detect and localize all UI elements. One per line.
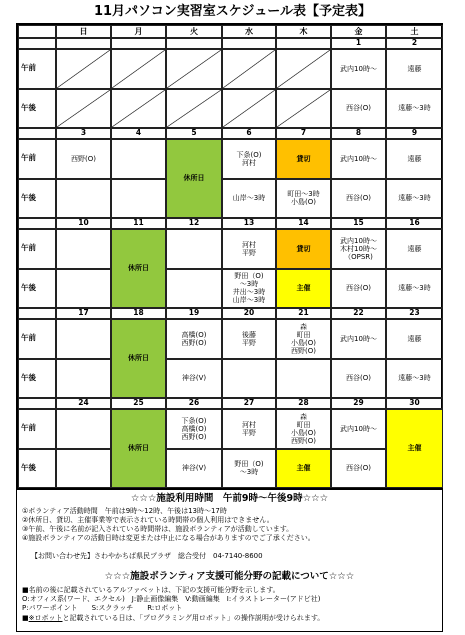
am-slot: 後藤 平野: [222, 319, 276, 359]
closed-day-cell: 休所日: [166, 139, 222, 218]
pm-slot: [56, 359, 111, 399]
empty-pm-cell: [111, 89, 166, 129]
day-number: 17: [56, 308, 111, 319]
weekday-header: 金: [331, 25, 386, 38]
day-number: 8: [331, 128, 386, 139]
pm-slot: [56, 449, 111, 489]
page-title: 11月パソコン実習室スケジュール表【予定表】: [93, 4, 372, 19]
am-slot: 武内10時～: [331, 49, 386, 89]
day-number: 30: [386, 398, 443, 409]
am-slot: 河村 平野: [222, 229, 276, 269]
weekday-header: 月: [111, 25, 166, 38]
am-slot: [56, 409, 111, 449]
closed-day-cell: 休所日: [111, 229, 166, 308]
day-number: 28: [276, 398, 331, 409]
pm-slot: 主催: [276, 449, 331, 489]
am-slot: 河村 平野: [222, 409, 276, 449]
day-number: 25: [111, 398, 166, 409]
legend-line-1: ■名前の後に記載されているアルファベットは、下記の支援可能分野を示します。: [22, 586, 280, 594]
note-3: ③午前、午後に名前が記入されている時間帯は、施設ボランティアが活動しています。: [22, 525, 294, 533]
day-number: 1: [331, 38, 386, 49]
robot-text: と記載されている日は、「プログラミング用ロボット」の操作説明が受けられます。: [62, 614, 325, 622]
pm-slot: 主催: [276, 269, 331, 309]
am-slot: 下条(O) 高橋(O) 西野(O): [166, 409, 222, 449]
am-label: 午前: [18, 229, 56, 269]
pm-slot: [111, 179, 166, 219]
day-number: 29: [331, 398, 386, 409]
pm-label: 午後: [18, 89, 56, 129]
am-slot: 森 町田 小島(O) 西野(O): [276, 319, 331, 359]
empty-pm-cell: [166, 89, 222, 129]
day-number: [166, 38, 222, 49]
empty-pm-cell: [276, 89, 331, 129]
note-4: ④施設ボランティアの活動日時は変更または中止になる場合がありますのでご了承ください。: [22, 534, 315, 542]
day-number: [222, 38, 276, 49]
am-slot: [56, 319, 111, 359]
empty-am-cell: [222, 49, 276, 89]
am-slot: [111, 139, 166, 179]
weekday-header: 日: [56, 25, 111, 38]
pm-slot: [56, 269, 111, 309]
closed-day-cell: 休所日: [111, 409, 166, 488]
day-number: 11: [111, 218, 166, 229]
day-number: [56, 38, 111, 49]
weekday-header: 水: [222, 25, 276, 38]
am-slot: 貸切: [276, 139, 331, 179]
day-number: 26: [166, 398, 222, 409]
am-label: 午前: [18, 139, 56, 179]
day-number: 20: [222, 308, 276, 319]
am-slot: 遠藤: [386, 49, 443, 89]
support-fields-heading: ☆☆☆施設ボランティア支援可能分野の記載について☆☆☆: [104, 571, 355, 582]
weekday-header: 木: [276, 25, 331, 38]
day-number: 5: [166, 128, 222, 139]
week-label-spacer: [18, 218, 56, 229]
pm-slot: 野田（O) ～3時: [222, 449, 276, 489]
day-number: 23: [386, 308, 443, 319]
pm-slot: 神谷(V): [166, 449, 222, 489]
footer-info: [16, 489, 443, 632]
pm-slot: 西谷(O): [331, 449, 386, 489]
am-label: 午前: [18, 49, 56, 89]
week-label-spacer: [18, 308, 56, 319]
pm-slot: 遠藤～3時: [386, 89, 443, 129]
pm-slot: 西谷(O): [331, 89, 386, 129]
am-slot: 武内10時～: [331, 409, 386, 449]
schedule-grid: [16, 23, 443, 489]
day-number: 13: [222, 218, 276, 229]
empty-pm-cell: [56, 89, 111, 129]
week-label-spacer: [18, 128, 56, 139]
legend-line-2: O:オフィス系(ワード、エクセル) J:静止画像編集 V:動画編集 I:イラストレーター(アドビ社): [22, 595, 321, 603]
day-number: 2: [386, 38, 443, 49]
day-number: 22: [331, 308, 386, 319]
pm-slot: 町田～3時 小島(O): [276, 179, 331, 219]
contact-info: 【お問い合わせ先】さわやかちば県民プラザ 総合受付 04-7140-8600: [31, 552, 263, 560]
pm-slot: 西谷(O): [331, 359, 386, 399]
am-slot: 遠藤: [386, 139, 443, 179]
week-label-spacer: [18, 38, 56, 49]
day-number: 15: [331, 218, 386, 229]
weekday-header: 火: [166, 25, 222, 38]
am-slot: 貸切: [276, 229, 331, 269]
empty-am-cell: [111, 49, 166, 89]
pm-slot: 西谷(O): [331, 269, 386, 309]
day-number: 4: [111, 128, 166, 139]
pm-slot: 山岸～3時: [222, 179, 276, 219]
am-slot: 武内10時～: [331, 319, 386, 359]
day-number: 12: [166, 218, 222, 229]
am-slot: 高橋(O) 西野(O): [166, 319, 222, 359]
am-label: 午前: [18, 409, 56, 449]
pm-slot: [56, 179, 111, 219]
day-number: 6: [222, 128, 276, 139]
am-slot: 武内10時～ 木村10時～ （OPSR): [331, 229, 386, 269]
legend-line-3: P:パワーポイント S:スクラッチ R:ロボット: [22, 604, 183, 612]
note-1: ①ボランティア活動時間 午前は9時～12時、午後は13時～17時: [22, 507, 227, 515]
am-slot: 森 町田 小島(O) 西野(O): [276, 409, 331, 449]
note-2: ②休所日、貸切、主催事業等で表示されている時間帯の個人利用はできません。: [22, 516, 274, 524]
am-slot: 下条(O) 河村: [222, 139, 276, 179]
pm-label: 午後: [18, 179, 56, 219]
robot-bullet: ■: [22, 614, 29, 622]
day-number: 10: [56, 218, 111, 229]
week-label-spacer: [18, 398, 56, 409]
pm-slot: 遠藤～3時: [386, 179, 443, 219]
event-cell: 主催: [386, 409, 443, 488]
pm-slot: [222, 359, 276, 399]
am-slot: 遠藤: [386, 229, 443, 269]
pm-slot: [166, 269, 222, 309]
day-number: 14: [276, 218, 331, 229]
pm-slot: 野田（O) ～3時 井出～3時 山岸～3時: [222, 269, 276, 309]
pm-slot: 神谷(V): [166, 359, 222, 399]
am-slot: [56, 229, 111, 269]
day-number: [276, 38, 331, 49]
header-corner: [18, 25, 56, 38]
am-label: 午前: [18, 319, 56, 359]
usage-hours-heading: ☆☆☆施設利用時間 午前9時～午後9時☆☆☆: [130, 493, 329, 504]
pm-slot: 遠藤～3時: [386, 359, 443, 399]
day-number: 27: [222, 398, 276, 409]
am-slot: 武内10時～: [331, 139, 386, 179]
am-slot: [166, 229, 222, 269]
pm-label: 午後: [18, 359, 56, 399]
day-number: 19: [166, 308, 222, 319]
day-number: 16: [386, 218, 443, 229]
pm-slot: 遠藤～3時: [386, 269, 443, 309]
empty-am-cell: [166, 49, 222, 89]
robot-note: [22, 614, 324, 623]
day-number: [111, 38, 166, 49]
day-number: 9: [386, 128, 443, 139]
pm-slot: 西谷(O): [331, 179, 386, 219]
day-number: 3: [56, 128, 111, 139]
empty-am-cell: [276, 49, 331, 89]
closed-day-cell: 休所日: [111, 319, 166, 398]
pm-label: 午後: [18, 449, 56, 489]
weekday-header: 土: [386, 25, 443, 38]
am-slot: 西野(O): [56, 139, 111, 179]
pm-label: 午後: [18, 269, 56, 309]
day-number: 21: [276, 308, 331, 319]
day-number: 7: [276, 128, 331, 139]
pm-slot: [276, 359, 331, 399]
empty-pm-cell: [222, 89, 276, 129]
robot-label: ※ロボット: [28, 614, 63, 622]
empty-am-cell: [56, 49, 111, 89]
am-slot: 遠藤: [386, 319, 443, 359]
day-number: 24: [56, 398, 111, 409]
day-number: 18: [111, 308, 166, 319]
